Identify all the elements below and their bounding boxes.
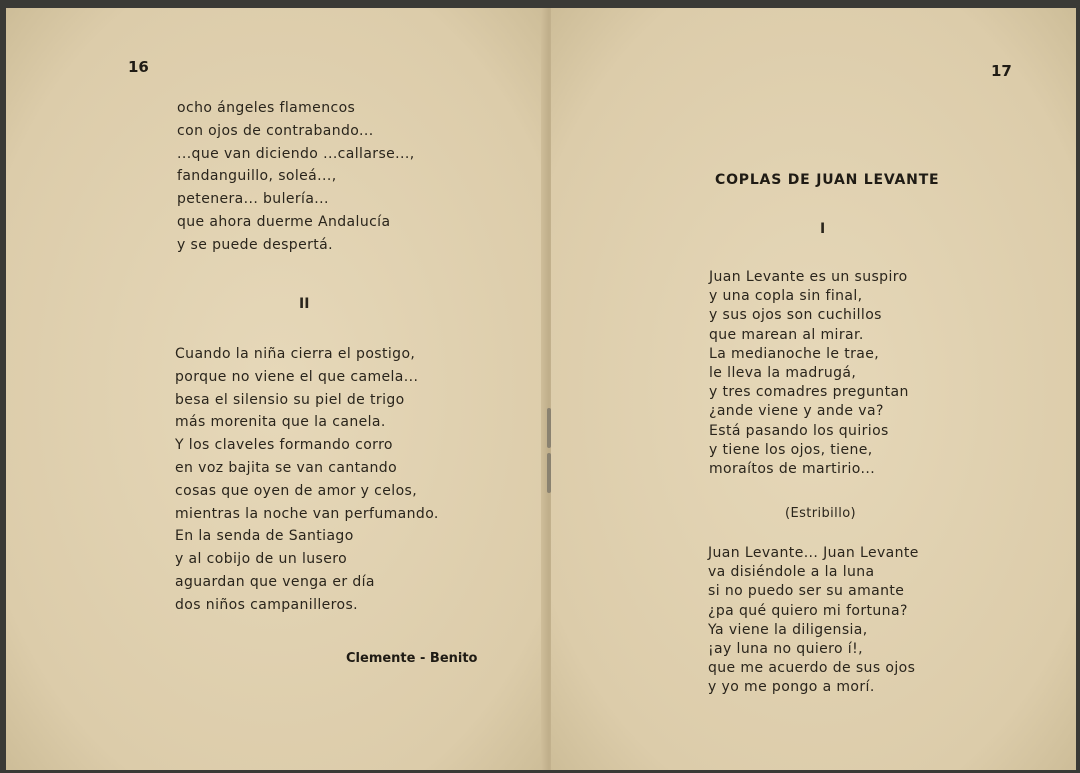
book-spread xyxy=(6,8,1076,770)
verse-line: Está pasando los quirios xyxy=(709,422,889,439)
verse-line: que ahora duerme Andalucía xyxy=(177,213,391,230)
left-page xyxy=(6,8,547,770)
verse-line: porque no viene el que camela... xyxy=(175,368,419,385)
verse-line: con ojos de contrabando... xyxy=(177,122,374,139)
verse-line: ¿ande viene y ande va? xyxy=(709,403,884,420)
page-number-left: 16 xyxy=(128,58,149,76)
verse-line: ¿pa qué quiero mi fortuna? xyxy=(708,602,908,619)
verse-line: Juan Levante es un suspiro xyxy=(709,269,908,285)
verse-line: si no puedo ser su amante xyxy=(708,583,905,600)
right-page xyxy=(551,8,1076,770)
stanza-left-1 xyxy=(177,97,415,257)
verse-line: petenera... bulería... xyxy=(177,191,329,208)
verse-line: y tres comadres preguntan xyxy=(709,384,909,401)
verse-line: va disiéndole a la luna xyxy=(708,564,875,581)
poem-title: COPLAS DE JUAN LEVANTE xyxy=(715,172,940,188)
verse-line: y sus ojos son cuchillos xyxy=(709,307,882,324)
section-numeral-right: I xyxy=(820,221,826,237)
verse-line: Juan Levante... Juan Levante xyxy=(708,545,919,561)
verse-line: fandanguillo, soleá..., xyxy=(177,168,337,185)
verse-line: En la senda de Santiago xyxy=(175,528,354,545)
refrain-label: (Estribillo) xyxy=(785,506,857,521)
verse-line: y al cobijo de un lusero xyxy=(175,551,348,568)
verse-line: Ya viene la diligensia, xyxy=(708,621,868,638)
verse-line: más morenita que la canela. xyxy=(175,414,386,431)
stanza-left-2 xyxy=(175,343,439,617)
verse-line: en voz bajita se van cantando xyxy=(175,459,398,476)
verse-line: que marean al mirar. xyxy=(709,326,864,343)
verse-line: y yo me pongo a morí. xyxy=(708,679,875,696)
verse-line: Cuando la niña cierra el postigo, xyxy=(175,346,416,362)
verse-line: moraítos de martirio... xyxy=(709,460,876,477)
verse-line: le lleva la madrugá, xyxy=(709,364,857,381)
verse-line: aguardan que venga er día xyxy=(175,573,375,590)
verse-line: y se puede despertá. xyxy=(177,236,333,253)
verse-line: y una copla sin final, xyxy=(709,288,863,305)
verse-line: ¡ay luna no quiero í!, xyxy=(708,640,863,657)
verse-line: mientras la noche van perfumando. xyxy=(175,505,439,522)
verse-line: que me acuerdo de sus ojos xyxy=(708,660,916,677)
page-number-right: 17 xyxy=(991,62,1012,80)
section-numeral-left: II xyxy=(299,296,310,312)
verse-line: ...que van diciendo ...callarse..., xyxy=(177,145,415,162)
verse-line: cosas que oyen de amor y celos, xyxy=(175,482,418,499)
stanza-right-2 xyxy=(708,544,919,698)
verse-line: Y los claveles formando corro xyxy=(175,437,393,454)
verse-line: dos niños campanilleros. xyxy=(175,596,359,613)
verse-line: y tiene los ojos, tiene, xyxy=(709,441,873,458)
verse-line: ocho ángeles flamencos xyxy=(177,100,356,116)
verse-line: besa el silensio su piel de trigo xyxy=(175,391,405,408)
signature: Clemente - Benito xyxy=(346,651,478,666)
verse-line: La medianoche le trae, xyxy=(709,345,880,362)
stanza-right-1 xyxy=(709,268,909,479)
